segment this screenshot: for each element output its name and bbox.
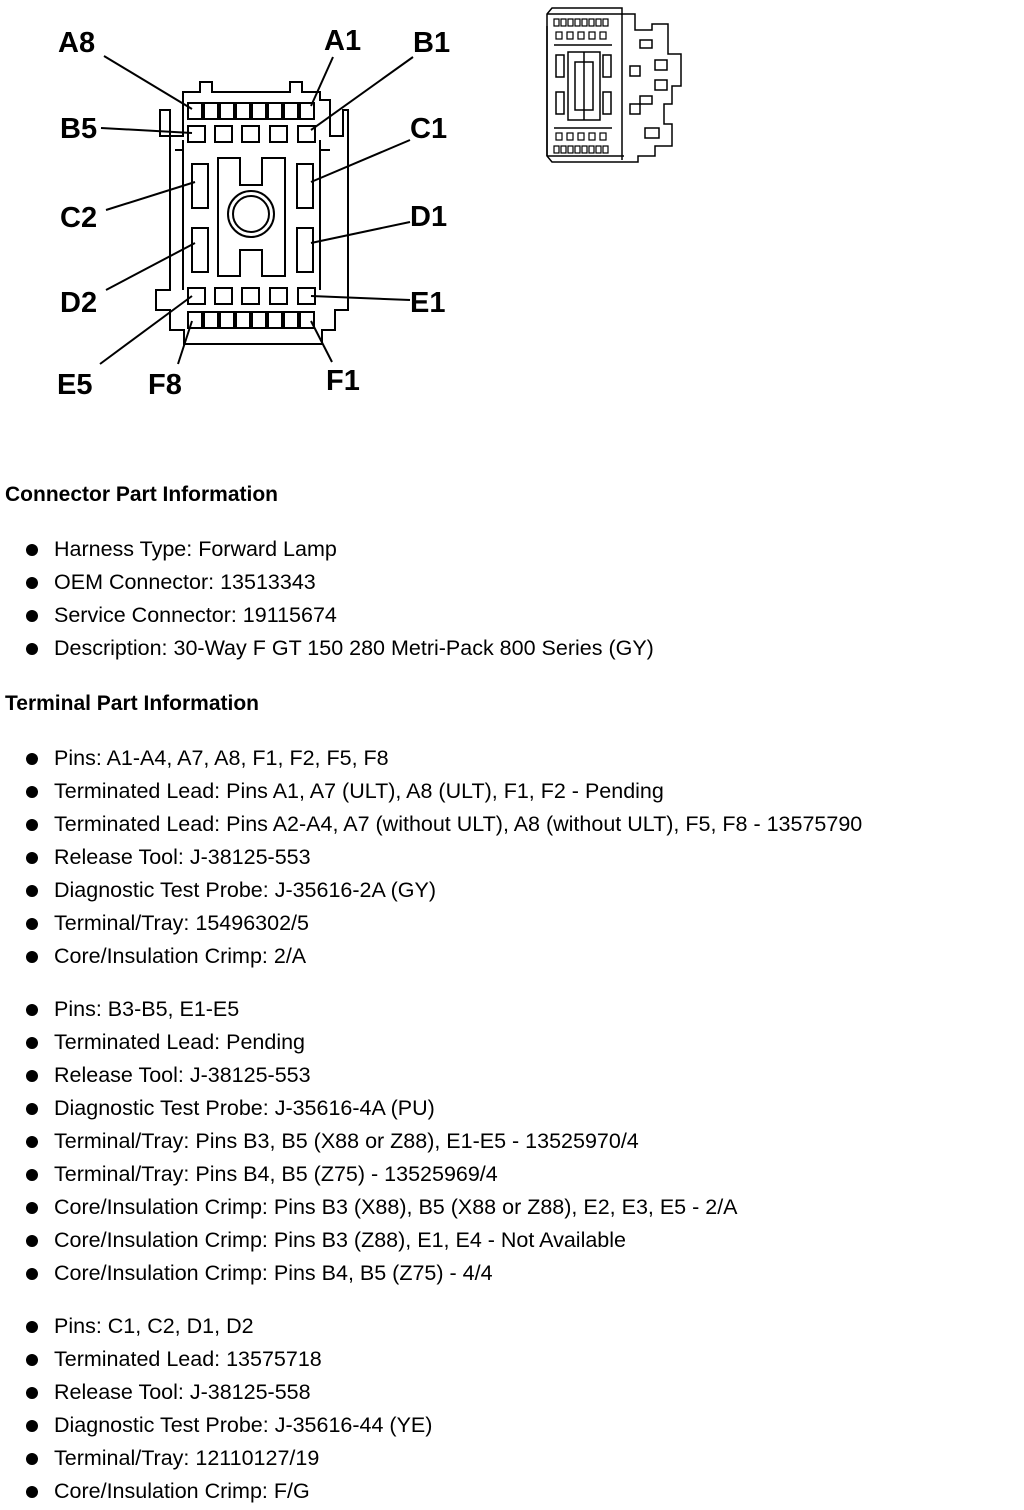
bullet-icon bbox=[26, 1420, 38, 1432]
bullet-icon bbox=[26, 544, 38, 556]
label-c2: C2 bbox=[60, 202, 98, 234]
pin-row-b bbox=[188, 126, 315, 142]
terminal-part-heading: Terminal Part Information bbox=[5, 692, 259, 715]
label-d1: D1 bbox=[410, 201, 448, 233]
bullet-icon bbox=[26, 577, 38, 589]
pin-row-f bbox=[188, 312, 314, 328]
bullet-icon bbox=[26, 1486, 38, 1498]
label-d2: D2 bbox=[60, 287, 98, 319]
pin-d2 bbox=[192, 228, 208, 272]
label-f8: F8 bbox=[148, 369, 182, 401]
list-item: Terminal/Tray: 12110127/19 bbox=[0, 1442, 432, 1475]
list-item: Core/Insulation Crimp: F/G bbox=[0, 1475, 432, 1508]
bullet-icon bbox=[26, 1136, 38, 1148]
pin-row-e bbox=[188, 288, 315, 304]
bullet-icon bbox=[26, 1037, 38, 1049]
list-item: Core/Insulation Crimp: Pins B4, B5 (Z75) - 4/4 bbox=[0, 1257, 738, 1290]
bullet-icon bbox=[26, 753, 38, 765]
terminal-group-2-list bbox=[0, 993, 738, 1290]
bullet-icon bbox=[26, 918, 38, 930]
bullet-icon bbox=[26, 951, 38, 963]
list-item: Terminated Lead: Pending bbox=[0, 1026, 738, 1059]
list-item: Terminated Lead: Pins A2-A4, A7 (without ULT), A8 (without ULT), F5, F8 - 13575790 bbox=[0, 808, 862, 841]
label-c1: C1 bbox=[410, 113, 448, 145]
bullet-icon bbox=[26, 643, 38, 655]
list-item: Terminal/Tray: Pins B4, B5 (Z75) - 13525969/4 bbox=[0, 1158, 738, 1191]
bullet-icon bbox=[26, 1169, 38, 1181]
bullet-icon bbox=[26, 1103, 38, 1115]
label-b1: B1 bbox=[413, 27, 451, 59]
list-item: Release Tool: J-38125-553 bbox=[0, 841, 862, 874]
list-item: Service Connector: 19115674 bbox=[0, 599, 654, 632]
label-e5: E5 bbox=[57, 369, 93, 401]
center-bolt-icon bbox=[228, 191, 274, 237]
terminal-group-3-list bbox=[0, 1310, 432, 1508]
label-a1: A1 bbox=[324, 25, 362, 57]
label-a8: A8 bbox=[58, 27, 96, 59]
bullet-icon bbox=[26, 1268, 38, 1280]
list-item: Pins: C1, C2, D1, D2 bbox=[0, 1310, 432, 1343]
pin-c1 bbox=[297, 164, 313, 208]
pin-c2 bbox=[192, 164, 208, 208]
list-item: Core/Insulation Crimp: Pins B3 (Z88), E1, E4 - Not Available bbox=[0, 1224, 738, 1257]
list-item: Release Tool: J-38125-558 bbox=[0, 1376, 432, 1409]
bullet-icon bbox=[26, 819, 38, 831]
label-f1: F1 bbox=[326, 365, 360, 397]
list-item: Terminated Lead: 13575718 bbox=[0, 1343, 432, 1376]
list-item: Diagnostic Test Probe: J-35616-4A (PU) bbox=[0, 1092, 738, 1125]
bullet-icon bbox=[26, 885, 38, 897]
terminal-group-1-list bbox=[0, 742, 862, 973]
bullet-icon bbox=[26, 1235, 38, 1247]
pin-d1 bbox=[297, 228, 313, 272]
bullet-icon bbox=[26, 1453, 38, 1465]
list-item: Harness Type: Forward Lamp bbox=[0, 533, 654, 566]
bullet-icon bbox=[26, 610, 38, 622]
list-item: Core/Insulation Crimp: 2/A bbox=[0, 940, 862, 973]
list-item: Terminal/Tray: 15496302/5 bbox=[0, 907, 862, 940]
bullet-icon bbox=[26, 786, 38, 798]
label-e1: E1 bbox=[410, 287, 446, 319]
list-item: Description: 30-Way F GT 150 280 Metri-Pack 800 Series (GY) bbox=[0, 632, 654, 665]
list-item: Terminated Lead: Pins A1, A7 (ULT), A8 (ULT), F1, F2 - Pending bbox=[0, 775, 862, 808]
connector-part-heading: Connector Part Information bbox=[5, 483, 279, 506]
list-item: Pins: A1-A4, A7, A8, F1, F2, F5, F8 bbox=[0, 742, 862, 775]
list-item: Core/Insulation Crimp: Pins B3 (X88), B5 (X88 or Z88), E2, E3, E5 - 2/A bbox=[0, 1191, 738, 1224]
list-item: Pins: B3-B5, E1-E5 bbox=[0, 993, 738, 1026]
bullet-icon bbox=[26, 1387, 38, 1399]
bullet-icon bbox=[26, 1202, 38, 1214]
label-b5: B5 bbox=[60, 113, 98, 145]
bullet-icon bbox=[26, 1321, 38, 1333]
list-item: Diagnostic Test Probe: J-35616-44 (YE) bbox=[0, 1409, 432, 1442]
bullet-icon bbox=[26, 1354, 38, 1366]
bullet-icon bbox=[26, 1070, 38, 1082]
pin-row-a bbox=[188, 103, 314, 119]
connector-part-list bbox=[0, 533, 654, 665]
connector-diagram bbox=[0, 0, 720, 420]
list-item: Terminal/Tray: Pins B3, B5 (X88 or Z88), E1-E5 - 13525970/4 bbox=[0, 1125, 738, 1158]
list-item: Diagnostic Test Probe: J-35616-2A (GY) bbox=[0, 874, 862, 907]
list-item: Release Tool: J-38125-553 bbox=[0, 1059, 738, 1092]
list-item: OEM Connector: 13513343 bbox=[0, 566, 654, 599]
bullet-icon bbox=[26, 1004, 38, 1016]
bullet-icon bbox=[26, 852, 38, 864]
